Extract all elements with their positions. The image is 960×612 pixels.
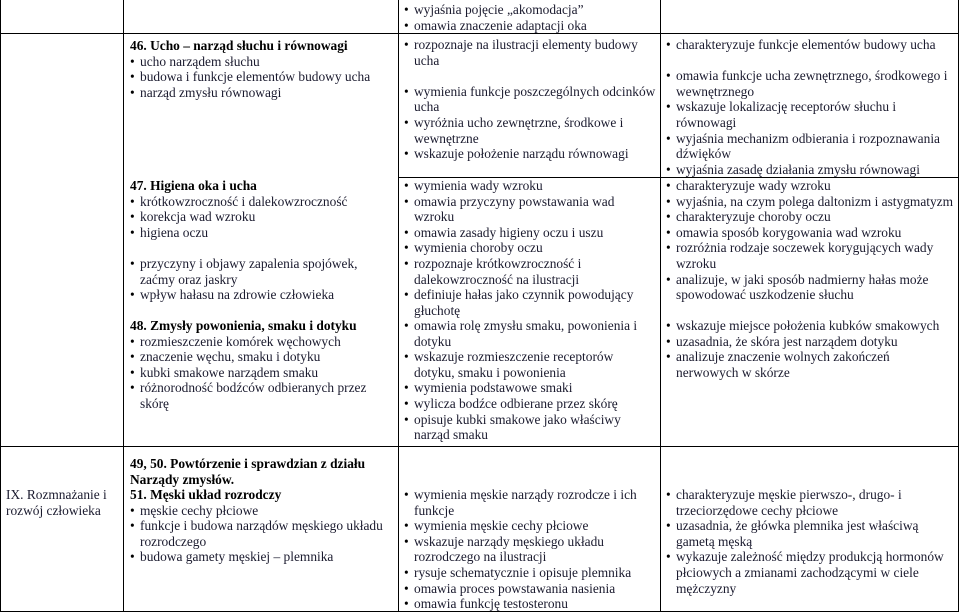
requirement-item: • charakteryzuje wady wzroku [666, 178, 954, 194]
requirement-item: • wymienia męskie cechy płciowe [404, 518, 656, 534]
topic-item: • korekcja wad wzroku [130, 209, 392, 225]
requirement-item: • omawia przyczyny powstawania wad wzroku [404, 194, 656, 225]
topics-column-48 [130, 318, 392, 412]
column-divider [398, 0, 399, 612]
requirement-item: • wyróżnia ucho zewnętrzne, środkowe i wewnętrzne [404, 115, 656, 146]
requirement-item: • rozpoznaje na ilustracji elementy budowy ucha [404, 37, 656, 68]
extended-requirements-47 [666, 178, 954, 303]
topics-column-top [130, 38, 392, 100]
requirement-item: • omawia funkcje ucha zewnętrznego, środkowego i wewnętrznego [666, 68, 954, 99]
topic-item: • różnorodność bodźców odbieranych przez skórę [130, 380, 392, 411]
requirement-item: • wymienia podstawowe smaki [404, 380, 656, 396]
basic-requirements-48 [404, 318, 656, 443]
requirement-item: • uzasadnia, że skóra jest narządem dotyku [666, 334, 954, 350]
requirement-item: • wskazuje miejsce położenia kubków smakowych [666, 318, 954, 334]
requirement-item: • omawia zasady higieny oczu i uszu [404, 225, 656, 241]
basic-requirements-47 [404, 178, 656, 318]
requirement-item: • wyjaśnia, na czym polega daltonizm i astygmatyzm [666, 194, 954, 210]
requirement-item: • charakteryzuje choroby oczu [666, 209, 954, 225]
section-label [6, 487, 118, 518]
basic-requirements-46 [404, 37, 656, 162]
requirement-item: • charakteryzuje męskie pierwszo-, drugo- i trzeciorzędowe cechy płciowe [666, 487, 954, 518]
requirement-item: • analizuje znaczenie wolnych zakończeń nerwowych w skórze [666, 349, 954, 380]
requirement-item: • wymienia wady wzroku [404, 178, 656, 194]
topic-item: • męskie cechy płciowe [130, 503, 392, 519]
topic-item: • budowa gamety męskiej – plemnika [130, 549, 392, 565]
column-divider [958, 0, 959, 612]
topics-column-51 [130, 487, 392, 565]
requirement-item: • omawia rolę zmysłu smaku, powonienia i dotyku [404, 318, 656, 349]
topic-item: • znaczenie węchu, smaku i dotyku [130, 349, 392, 365]
section-title-49: 49, 50. Powtórzenie i sprawdzian z działu Narządy zmysłów. [130, 456, 366, 487]
section-title-51: 51. Męski układ rozrodczy [130, 487, 282, 502]
requirement-item: • omawia funkcję testosteronu [404, 596, 656, 612]
requirement-item: • wskazuje rozmieszczenie receptorów dotyku, smaku i powonienia [404, 349, 656, 380]
section-title-48: 48. Zmysły powonienia, smaku i dotyku [130, 318, 357, 333]
topic-item: • funkcje i budowa narządów męskiego układu rozrodczego [130, 518, 392, 549]
topic-item: • kubki smakowe narządem smaku [130, 365, 392, 381]
extended-requirements-51 [666, 487, 954, 596]
requirement-item: • definiuje hałas jako czynnik powodujący głuchotę [404, 287, 656, 318]
requirement-item: • omawia proces powstawania nasienia [404, 581, 656, 597]
requirement-item: • wskazuje lokalizację receptorów słuchu i równowagi [666, 99, 954, 130]
column-divider [660, 0, 661, 612]
requirement-item: • wyjaśnia pojęcie „akomodacja” [404, 2, 656, 18]
topic-item: • przyczyny i objawy zapalenia spojówek, zaćmy oraz jaskry [130, 256, 392, 287]
requirement-item: • wymienia funkcje poszczególnych odcinków ucha [404, 84, 656, 115]
basic-requirements-51 [404, 487, 656, 612]
requirement-item: • wymienia choroby oczu [404, 240, 656, 256]
requirement-item: • wyjaśnia mechanizm odbierania i rozpoznawania dźwięków [666, 131, 954, 162]
requirement-item: • omawia znaczenie adaptacji oka [404, 18, 656, 34]
requirement-item: • wylicza bodźce odbierane przez skórę [404, 396, 656, 412]
extended-requirements-48 [666, 318, 954, 380]
topics-column-47 [130, 178, 392, 303]
extended-requirements-46 [666, 37, 954, 177]
topic-item: • higiena oczu [130, 225, 392, 241]
topic-item: • ucho narządem słuchu [130, 54, 392, 70]
basic-requirements-top [404, 2, 656, 33]
section-title-46: 46. Ucho – narząd słuchu i równowagi [130, 38, 348, 53]
requirement-item: • wskazuje narządy męskiego układu rozrodczego na ilustracji [404, 534, 656, 565]
topic-item: • krótkowzroczność i dalekowzroczność [130, 194, 392, 210]
requirement-item: • rozpoznaje krótkowzroczność i dalekowzroczność na ilustracji [404, 256, 656, 287]
requirement-item: • uzasadnia, że główka plemnika jest właściwą gametą męską [666, 518, 954, 549]
topic-item: • wpływ hałasu na zdrowie człowieka [130, 287, 392, 303]
requirement-item: • wyjaśnia zasadę działania zmysłu równowagi [666, 162, 954, 178]
column-divider [123, 0, 124, 612]
topic-item: • budowa i funkcje elementów budowy ucha [130, 69, 392, 85]
requirement-item: • charakteryzuje funkcje elementów budowy ucha [666, 37, 954, 53]
requirement-item: • analizuje, w jaki sposób nadmierny hałas może spowodować uszkodzenie słuchu [666, 272, 954, 303]
requirement-item: • wymienia męskie narządy rozrodcze i ich funkcje [404, 487, 656, 518]
section-title-47: 47. Higiena oka i ucha [130, 178, 257, 193]
requirement-item: • omawia sposób korygowania wad wzroku [666, 225, 954, 241]
requirement-item: • wykazuje zależność między produkcją hormonów płciowych a zmianami zachodzącymi w ciele mężczyzny [666, 549, 954, 596]
requirement-item: • rozróżnia rodzaje soczewek korygujących wady wzroku [666, 240, 954, 271]
requirement-item: • opisuje kubki smakowe jako właściwy narząd smaku [404, 412, 656, 443]
requirement-item: • rysuje schematycznie i opisuje plemnika [404, 565, 656, 581]
row-divider [0, 446, 959, 447]
column-divider [0, 0, 1, 612]
section-label-text: IX. Rozmnażanie i rozwój człowieka [6, 487, 107, 518]
topic-item: • narząd zmysłu równowagi [130, 85, 392, 101]
topic-item: • rozmieszczenie komórek węchowych [130, 334, 392, 350]
requirement-item: • wskazuje położenie narządu równowagi [404, 146, 656, 162]
topics-column-49 [130, 456, 392, 487]
